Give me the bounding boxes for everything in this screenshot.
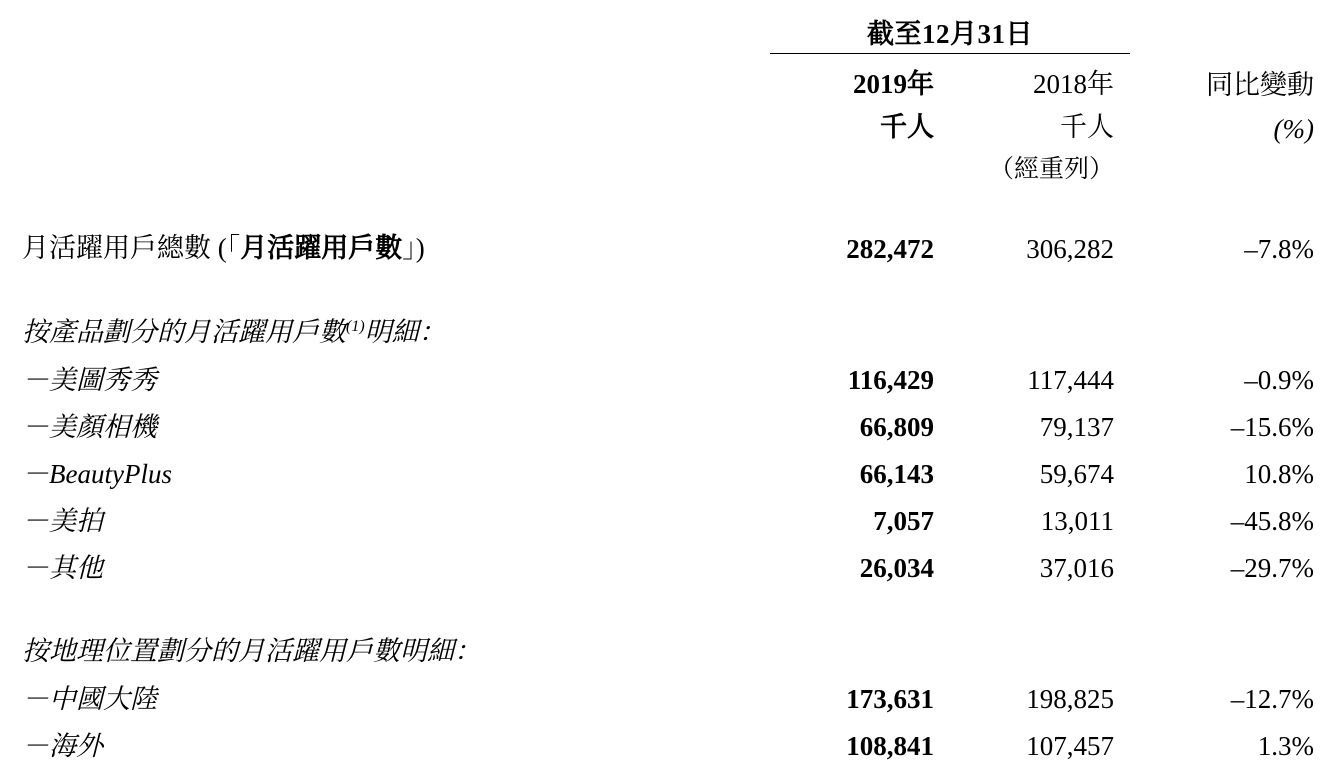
row-2019: 7,057 [873, 506, 934, 536]
row-2019: 66,143 [859, 459, 934, 489]
row-2018: 79,137 [1039, 412, 1114, 442]
table-row [0, 495, 1330, 542]
section-product-footnote: (1) [346, 318, 365, 335]
table-row [0, 720, 1330, 767]
total-2019: 282,472 [846, 234, 934, 264]
header-years-row [0, 54, 1330, 103]
table-row [0, 401, 1330, 448]
row-2018: 59,674 [1039, 459, 1114, 489]
section-geo-prefix: 按地理位置劃分的月活躍用戶數明細： [22, 636, 481, 666]
total-change: –7.8% [1244, 234, 1314, 264]
total-label-prefix: 月活躍用戶總數 (「 [22, 233, 241, 263]
header-empty-cell-2 [1130, 0, 1330, 54]
row-2019: 26,034 [859, 553, 934, 583]
row-change: –29.7% [1230, 553, 1314, 583]
table-row-section-product [0, 304, 1330, 354]
row-label: －美拍 [22, 506, 103, 536]
table-row [0, 542, 1330, 589]
row-2019: 173,631 [846, 684, 934, 714]
header-empty-cell-5 [0, 145, 770, 187]
header-empty-cell-3 [0, 54, 770, 103]
header-restated-row [0, 145, 1330, 187]
header-empty-cell [0, 0, 770, 54]
header-period-row [0, 0, 1330, 54]
row-label: －BeautyPlus [22, 459, 172, 489]
row-label: －中國大陸 [22, 684, 157, 714]
header-restated-note: （經重列） [988, 156, 1114, 183]
row-change: –45.8% [1230, 506, 1314, 536]
row-change: –0.9% [1244, 365, 1314, 395]
row-change: 1.3% [1257, 731, 1314, 761]
section-label-geography [0, 623, 1330, 673]
row-2018: 13,011 [1040, 506, 1114, 536]
row-label: －美圖秀秀 [22, 365, 157, 395]
row-2018: 107,457 [1026, 731, 1114, 761]
row-label: －其他 [22, 553, 103, 583]
spacer [0, 589, 1330, 623]
table-row [0, 354, 1330, 401]
row-change: –12.7% [1230, 684, 1314, 714]
row-label: －海外 [22, 731, 103, 761]
section-label-product [0, 304, 1330, 354]
total-label-suffix: 」) [402, 233, 425, 263]
table-row-total [0, 221, 1330, 270]
row-change: 10.8% [1244, 459, 1314, 489]
row-2018: 37,016 [1039, 553, 1114, 583]
header-units-row [0, 102, 1330, 145]
table-row [0, 448, 1330, 495]
header-unit-2019: 千人 [880, 112, 934, 142]
row-change: –15.6% [1230, 412, 1314, 442]
total-label-bold: 月活躍用戶數 [240, 233, 403, 263]
spacer [0, 270, 1330, 304]
header-col-2019: 2019年 [853, 69, 934, 99]
total-2018: 306,282 [1026, 234, 1114, 264]
table-row [0, 673, 1330, 720]
row-2019: 108,841 [846, 731, 934, 761]
header-col-change: 同比變動 [1206, 70, 1314, 100]
row-2019: 116,429 [847, 365, 934, 395]
spacer [0, 187, 1330, 221]
section-product-prefix: 按產品劃分的月活躍用戶數 [22, 317, 346, 347]
header-period-label: 截至12月31日 [770, 0, 1130, 54]
header-empty-cell-6 [770, 145, 950, 187]
header-empty-cell-7 [1130, 145, 1330, 187]
header-col-2018: 2018年 [1033, 69, 1114, 99]
row-2018: 198,825 [1026, 684, 1114, 714]
section-product-suffix: 明細： [364, 317, 446, 347]
row-label-total [0, 221, 770, 270]
row-label: －美顏相機 [22, 412, 157, 442]
row-2018: 117,444 [1027, 365, 1114, 395]
header-unit-2018: 千人 [1060, 112, 1114, 142]
header-empty-cell-4 [0, 102, 770, 145]
row-2019: 66,809 [859, 412, 934, 442]
table-row-section-geography [0, 623, 1330, 673]
header-unit-change: (%) [1273, 114, 1314, 144]
